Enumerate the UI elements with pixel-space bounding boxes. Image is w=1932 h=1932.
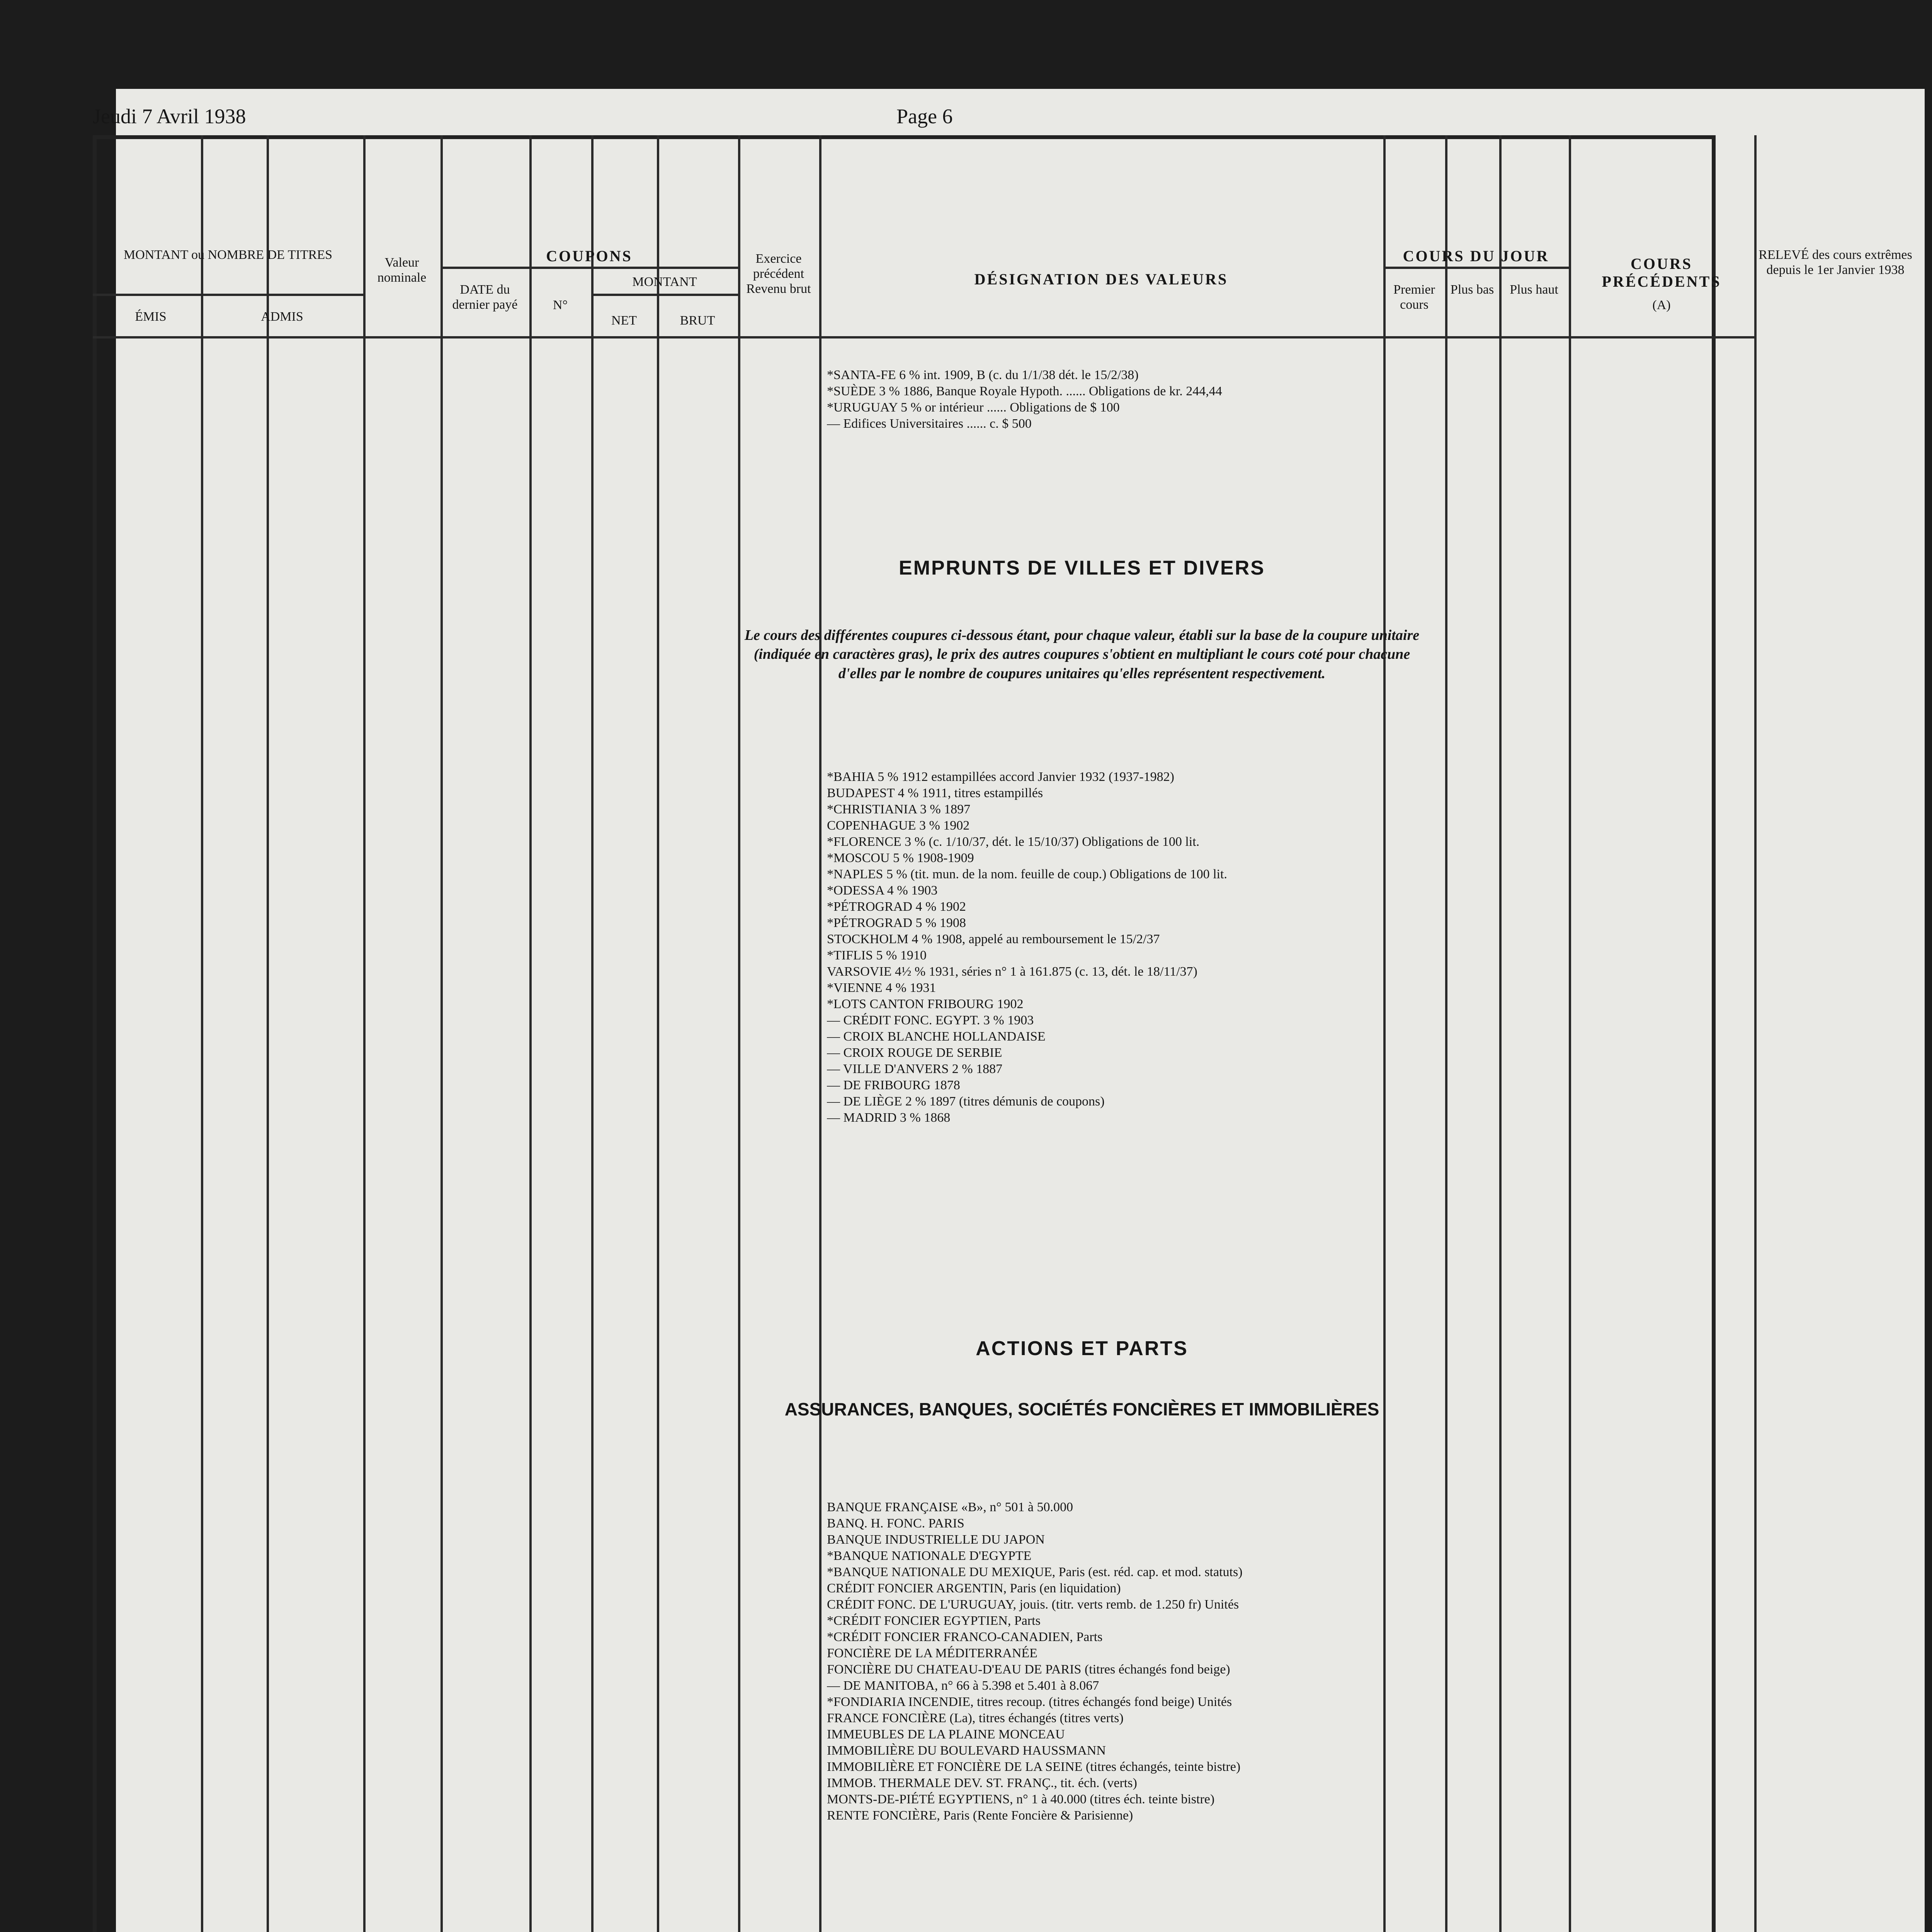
list-item: COPENHAGUE 3 % 1902	[827, 818, 970, 833]
list-item: *SUÈDE 3 % 1886, Banque Royale Hypoth. ...... Obligations de kr. 244,44	[827, 384, 1222, 398]
section-assurances	[734, 1399, 1430, 1420]
page-date: Jeudi 7 Avril 1938	[93, 105, 246, 128]
col-releve: RELEVÉ des cours extrêmes depuis le 1er Janvier 1938	[1759, 248, 1912, 277]
list-item: CRÉDIT FONCIER ARGENTIN, Paris (en liquidation)	[827, 1581, 1121, 1595]
section-actions	[734, 1337, 1430, 1360]
list-item: — DE MANITOBA, n° 66 à 5.398 et 5.401 à 8.067	[827, 1679, 1099, 1693]
list-item: — CROIX ROUGE DE SERBIE	[827, 1046, 1002, 1060]
list-item: *CHRISTIANIA 3 % 1897	[827, 802, 971, 816]
list-item: IMMOB. THERMALE DEV. ST. FRANÇ., tit. éch. (verts)	[827, 1776, 1137, 1790]
list-item: *ODESSA 4 % 1903	[827, 883, 938, 898]
list-item: *FONDIARIA INCENDIE, titres recoup. (titres échangés fond beige) Unités	[827, 1695, 1232, 1709]
list-item: BUDAPEST 4 % 1911, titres estampillés	[827, 786, 1043, 800]
col-montant-coupon: MONTANT	[632, 275, 697, 289]
section-emprunts	[734, 556, 1430, 580]
list-item: — DE FRIBOURG 1878	[827, 1078, 960, 1092]
list-item: FONCIÈRE DU CHATEAU-D'EAU DE PARIS (titres échangés fond beige)	[827, 1662, 1230, 1677]
list-item: BANQUE INDUSTRIELLE DU JAPON	[827, 1532, 1045, 1547]
col-numero: N°	[553, 298, 568, 312]
list-item: *LOTS CANTON FRIBOURG 1902	[827, 997, 1024, 1011]
list-item: *SANTA-FE 6 % int. 1909, B (c. du 1/1/38 dét. le 15/2/38)	[827, 368, 1139, 382]
list-item: *CRÉDIT FONCIER FRANCO-CANADIEN, Parts	[827, 1630, 1103, 1644]
col-date-dernier: DATE du dernier payé	[452, 282, 518, 312]
list-item: STOCKHOLM 4 % 1908, appelé au remboursement le 15/2/37	[827, 932, 1160, 946]
list-item: IMMOBILIÈRE DU BOULEVARD HAUSSMANN	[827, 1743, 1106, 1758]
list-item: *BANQUE NATIONALE D'EGYPTE	[827, 1549, 1032, 1563]
col-montant: MONTANT ou NOMBRE DE TITRES	[123, 248, 333, 262]
list-item: *PÉTROGRAD 5 % 1908	[827, 916, 966, 930]
col-emis: ÉMIS	[135, 310, 167, 324]
rows-emprunts	[827, 769, 1383, 1126]
list-item: *TIFLIS 5 % 1910	[827, 948, 927, 963]
rows-top	[827, 367, 1383, 432]
list-item: *BAHIA 5 % 1912 estampillées accord Janvier 1932 (1937-1982)	[827, 770, 1174, 784]
list-item: MONTS-DE-PIÉTÉ EGYPTIENS, n° 1 à 40.000 (titres éch. teinte bistre)	[827, 1792, 1215, 1806]
list-item: IMMOBILIÈRE ET FONCIÈRE DE LA SEINE (titres échangés, teinte bistre)	[827, 1760, 1241, 1774]
list-item: *BANQUE NATIONALE DU MEXIQUE, Paris (est. réd. cap. et mod. statuts)	[827, 1565, 1243, 1579]
list-item: *MOSCOU 5 % 1908-1909	[827, 851, 974, 865]
list-item: *CRÉDIT FONCIER EGYPTIEN, Parts	[827, 1614, 1041, 1628]
section-subtitle: ASSURANCES, BANQUES, SOCIÉTÉS FONCIÈRES ET IMMOBILIÈRES	[784, 1399, 1379, 1419]
list-item: BANQUE FRANÇAISE «B», n° 501 à 50.000	[827, 1500, 1073, 1514]
col-plus-bas: Plus bas	[1450, 282, 1494, 297]
page-number: Page 6	[896, 105, 953, 128]
col-cours-precedents-note: (A)	[1652, 298, 1671, 312]
list-item: — CRÉDIT FONC. EGYPT. 3 % 1903	[827, 1013, 1034, 1027]
list-item: FONCIÈRE DE LA MÉDITERRANÉE	[827, 1646, 1037, 1660]
list-item: *PÉTROGRAD 4 % 1902	[827, 900, 966, 914]
col-designation: DÉSIGNATION DES VALEURS	[974, 270, 1228, 288]
list-item: *VIENNE 4 % 1931	[827, 981, 936, 995]
list-item: CRÉDIT FONC. DE L'URUGUAY, jouis. (titr. verts remb. de 1.250 fr) Unités	[827, 1597, 1239, 1612]
list-item: — MADRID 3 % 1868	[827, 1111, 951, 1125]
col-exercice: Exercice précédent Revenu brut	[746, 252, 811, 296]
list-item: RENTE FONCIÈRE, Paris (Rente Foncière & Parisienne)	[827, 1808, 1133, 1823]
col-cours-precedents: COURS PRÉCÉDENTS	[1602, 255, 1721, 290]
list-item: *URUGUAY 5 % or intérieur ...... Obligations de $ 100	[827, 400, 1120, 415]
list-item: — VILLE D'ANVERS 2 % 1887	[827, 1062, 1003, 1076]
col-premier: Premier cours	[1393, 282, 1435, 312]
rows-assurances	[827, 1499, 1383, 1824]
list-item: *FLORENCE 3 % (c. 1/10/37, dét. le 15/10/37) Obligations de 100 lit.	[827, 835, 1200, 849]
list-item: — CROIX BLANCHE HOLLANDAISE	[827, 1029, 1046, 1044]
list-item: BANQ. H. FONC. PARIS	[827, 1516, 964, 1531]
section-title: ACTIONS ET PARTS	[976, 1337, 1188, 1360]
list-item: FRANCE FONCIÈRE (La), titres échangés (titres verts)	[827, 1711, 1124, 1725]
list-item: — Edifices Universitaires ...... c. $ 500	[827, 417, 1032, 431]
col-valeur: Valeur nominale	[377, 255, 427, 285]
col-admis: ADMIS	[261, 310, 303, 324]
list-item: IMMEUBLES DE LA PLAINE MONCEAU	[827, 1727, 1065, 1742]
col-cours-jour: COURS DU JOUR	[1403, 247, 1549, 265]
section-emprunts-note: Le cours des différentes coupures ci-dessous étant, pour chaque valeur, établi sur la base de la coupure unitaire (indiquée en caractères gras), le prix des autres coupures s'obtient en multipliant le cours coté pour chacune d'elles par le nombre de coupures unitaires qu'elles représentent respectivement.	[744, 627, 1420, 682]
list-item: — DE LIÈGE 2 % 1897 (titres démunis de coupons)	[827, 1094, 1105, 1109]
col-plus-haut: Plus haut	[1510, 282, 1558, 297]
list-item: *NAPLES 5 % (tit. mun. de la nom. feuille de coup.) Obligations de 100 lit.	[827, 867, 1227, 881]
list-item: VARSOVIE 4½ % 1931, séries n° 1 à 161.875 (c. 13, dét. le 18/11/37)	[827, 964, 1197, 979]
col-brut: BRUT	[680, 313, 715, 328]
col-net: NET	[611, 313, 637, 328]
section-title: EMPRUNTS DE VILLES ET DIVERS	[899, 557, 1265, 579]
col-coupons: COUPONS	[546, 247, 633, 265]
